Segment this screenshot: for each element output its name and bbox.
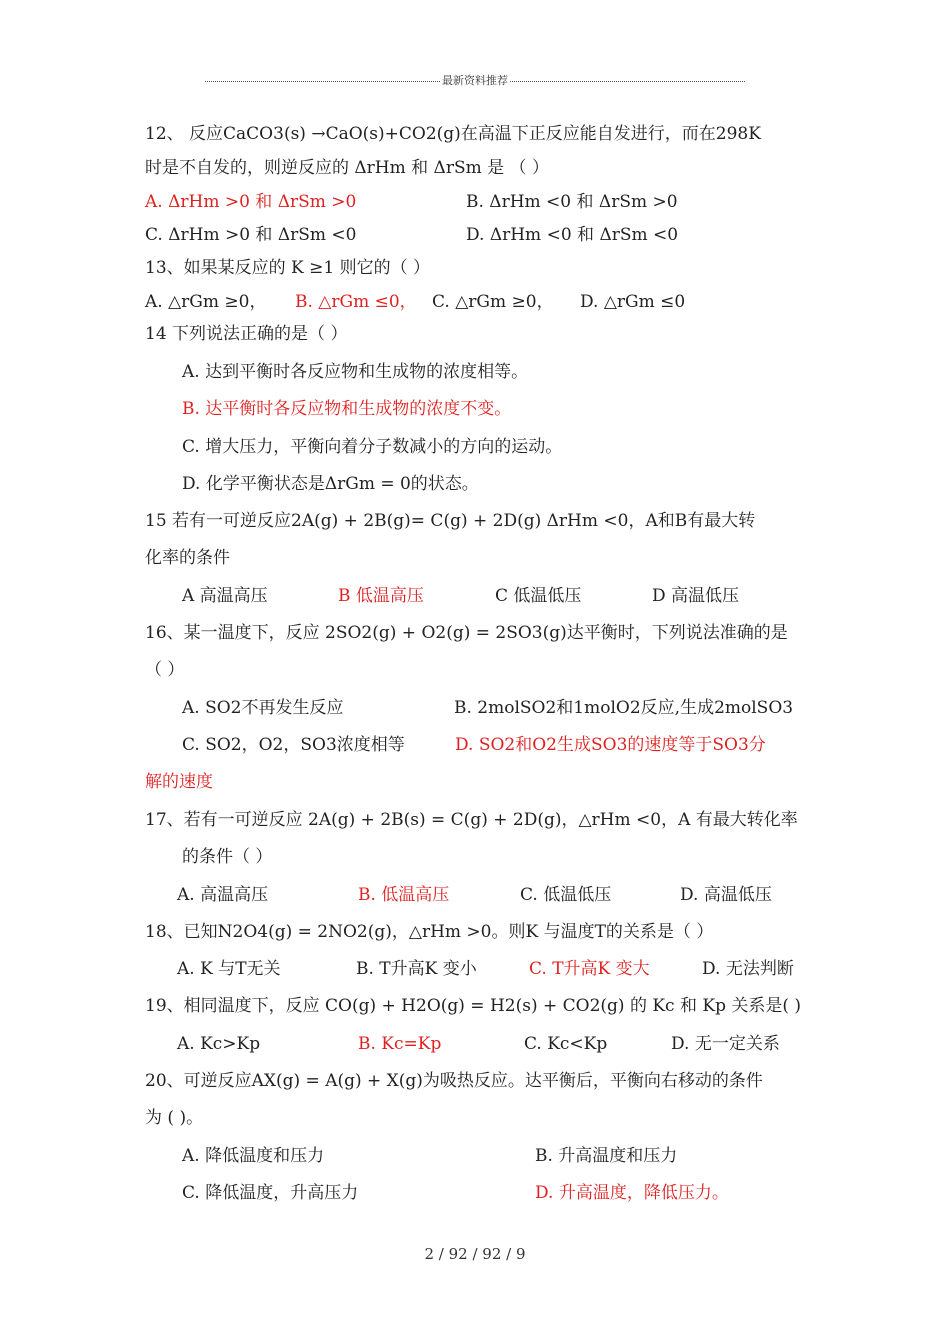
q15-option-b: B 低温高压 (338, 586, 424, 606)
header-text: 最新资料推荐 (442, 74, 508, 87)
q15-option-c: C 低温低压 (495, 586, 582, 606)
q20-option-c: C. 降低温度，升高压力 (182, 1183, 359, 1203)
q16-option-a: A. SO2不再发生反应 (182, 698, 344, 718)
q19-option-b: B. Kc=Kp (358, 1034, 442, 1054)
q20-stem-line2: 为 ( )。 (145, 1108, 204, 1128)
q17-option-b: B. 低温高压 (358, 885, 450, 905)
q20-stem-line1: 20、可逆反应AX(g) = A(g) + X(g)为吸热反应。达平衡后，平衡向右移动的条件 (145, 1071, 763, 1091)
q14-stem: 14 下列说法正确的是（ ） (145, 324, 348, 344)
q16-stem-line1: 16、某一温度下，反应 2SO2(g) + O2(g) = 2SO3(g)达平衡时，下列说法准确的是 (145, 623, 788, 643)
q18-stem: 18、已知N2O4(g) = 2NO2(g)，△rHm >0。则K 与温度T的关系是（ ） (145, 922, 714, 942)
q17-stem-line2: 的条件（ ） (182, 847, 273, 867)
q12-stem-line2: 时是不自发的，则逆反应的 ΔrHm 和 ΔrSm 是 （ ） (145, 158, 549, 178)
q19-option-a: A. Kc>Kp (177, 1034, 261, 1054)
q15-stem-line2: 化率的条件 (145, 548, 230, 568)
q13-stem: 13、如果某反应的 K ≥1 则它的（ ） (145, 258, 431, 278)
q18-option-b: B. T升高K 变小 (356, 959, 477, 979)
q17-option-a: A. 高温高压 (177, 885, 269, 905)
q17-stem-line1: 17、若有一可逆反应 2A(g) + 2B(s) = C(g) + 2D(g)，△rHm <0，A 有最大转化率 (145, 810, 798, 830)
q19-option-c: C. Kc<Kp (524, 1034, 608, 1054)
q12-option-a: A. ΔrHm >0 和 ΔrSm >0 (145, 192, 357, 212)
q19-stem: 19、相同温度下，反应 CO(g) + H2O(g) = H2(s) + CO2(g) 的 Kc 和 Kp 关系是( ) (145, 996, 802, 1016)
q16-option-d: D. SO2和O2生成SO3的速度等于SO3分 (455, 735, 766, 755)
q14-option-b: B. 达平衡时各反应物和生成物的浓度不变。 (182, 399, 512, 419)
q12-stem-line1: 12、 反应CaCO3(s) →CaO(s)+CO2(g)在高温下正反应能自发进行，而在298K (145, 124, 761, 144)
q14-option-d: D. 化学平衡状态是ΔrGm = 0的状态。 (182, 474, 479, 494)
q17-option-c: C. 低温低压 (520, 885, 612, 905)
page-header (205, 70, 745, 90)
q13-option-a: A. △rGm ≥0， (145, 292, 267, 312)
q20-option-d: D. 升高温度，降低压力。 (535, 1183, 729, 1203)
q15-option-a: A 高温高压 (182, 586, 268, 606)
q14-option-a: A. 达到平衡时各反应物和生成物的浓度相等。 (182, 362, 529, 382)
header-dots-left (205, 81, 440, 82)
q16-option-c: C. SO2，O2，SO3浓度相等 (182, 735, 405, 755)
q18-option-c: C. T升高K 变大 (529, 959, 650, 979)
q15-option-d: D 高温低压 (652, 586, 740, 606)
q12-option-b: B. ΔrHm <0 和 ΔrSm >0 (466, 192, 678, 212)
q16-option-b: B. 2molSO2和1molO2反应,生成2molSO3 (454, 698, 794, 718)
q17-option-d: D. 高温低压 (680, 885, 772, 905)
q12-option-d: D. ΔrHm <0 和 ΔrSm <0 (466, 225, 679, 245)
q13-option-b: B. △rGm ≤0， (295, 292, 417, 312)
q20-option-b: B. 升高温度和压力 (535, 1146, 678, 1166)
q18-option-a: A. K 与T无关 (177, 959, 281, 979)
q16-option-d-continued: 解的速度 (145, 772, 213, 792)
q13-option-c: C. △rGm ≥0， (432, 292, 554, 312)
q15-stem-line1: 15 若有一可逆反应2A(g) + 2B(g)= C(g) + 2D(g) ΔrHm <0，A和B有最大转 (145, 511, 756, 531)
q18-option-d: D. 无法判断 (702, 959, 794, 979)
q13-option-d: D. △rGm ≤0 (580, 292, 686, 312)
header-dots-right (510, 81, 745, 82)
q12-option-c: C. ΔrHm >0 和 ΔrSm <0 (145, 225, 357, 245)
q20-option-a: A. 降低温度和压力 (182, 1146, 325, 1166)
q16-stem-line2: （ ） (145, 660, 185, 680)
q19-option-d: D. 无一定关系 (671, 1034, 780, 1054)
q14-option-c: C. 增大压力，平衡向着分子数减小的方向的运动。 (182, 437, 563, 457)
page-number: 2 / 92 / 92 / 9 (424, 1245, 526, 1263)
